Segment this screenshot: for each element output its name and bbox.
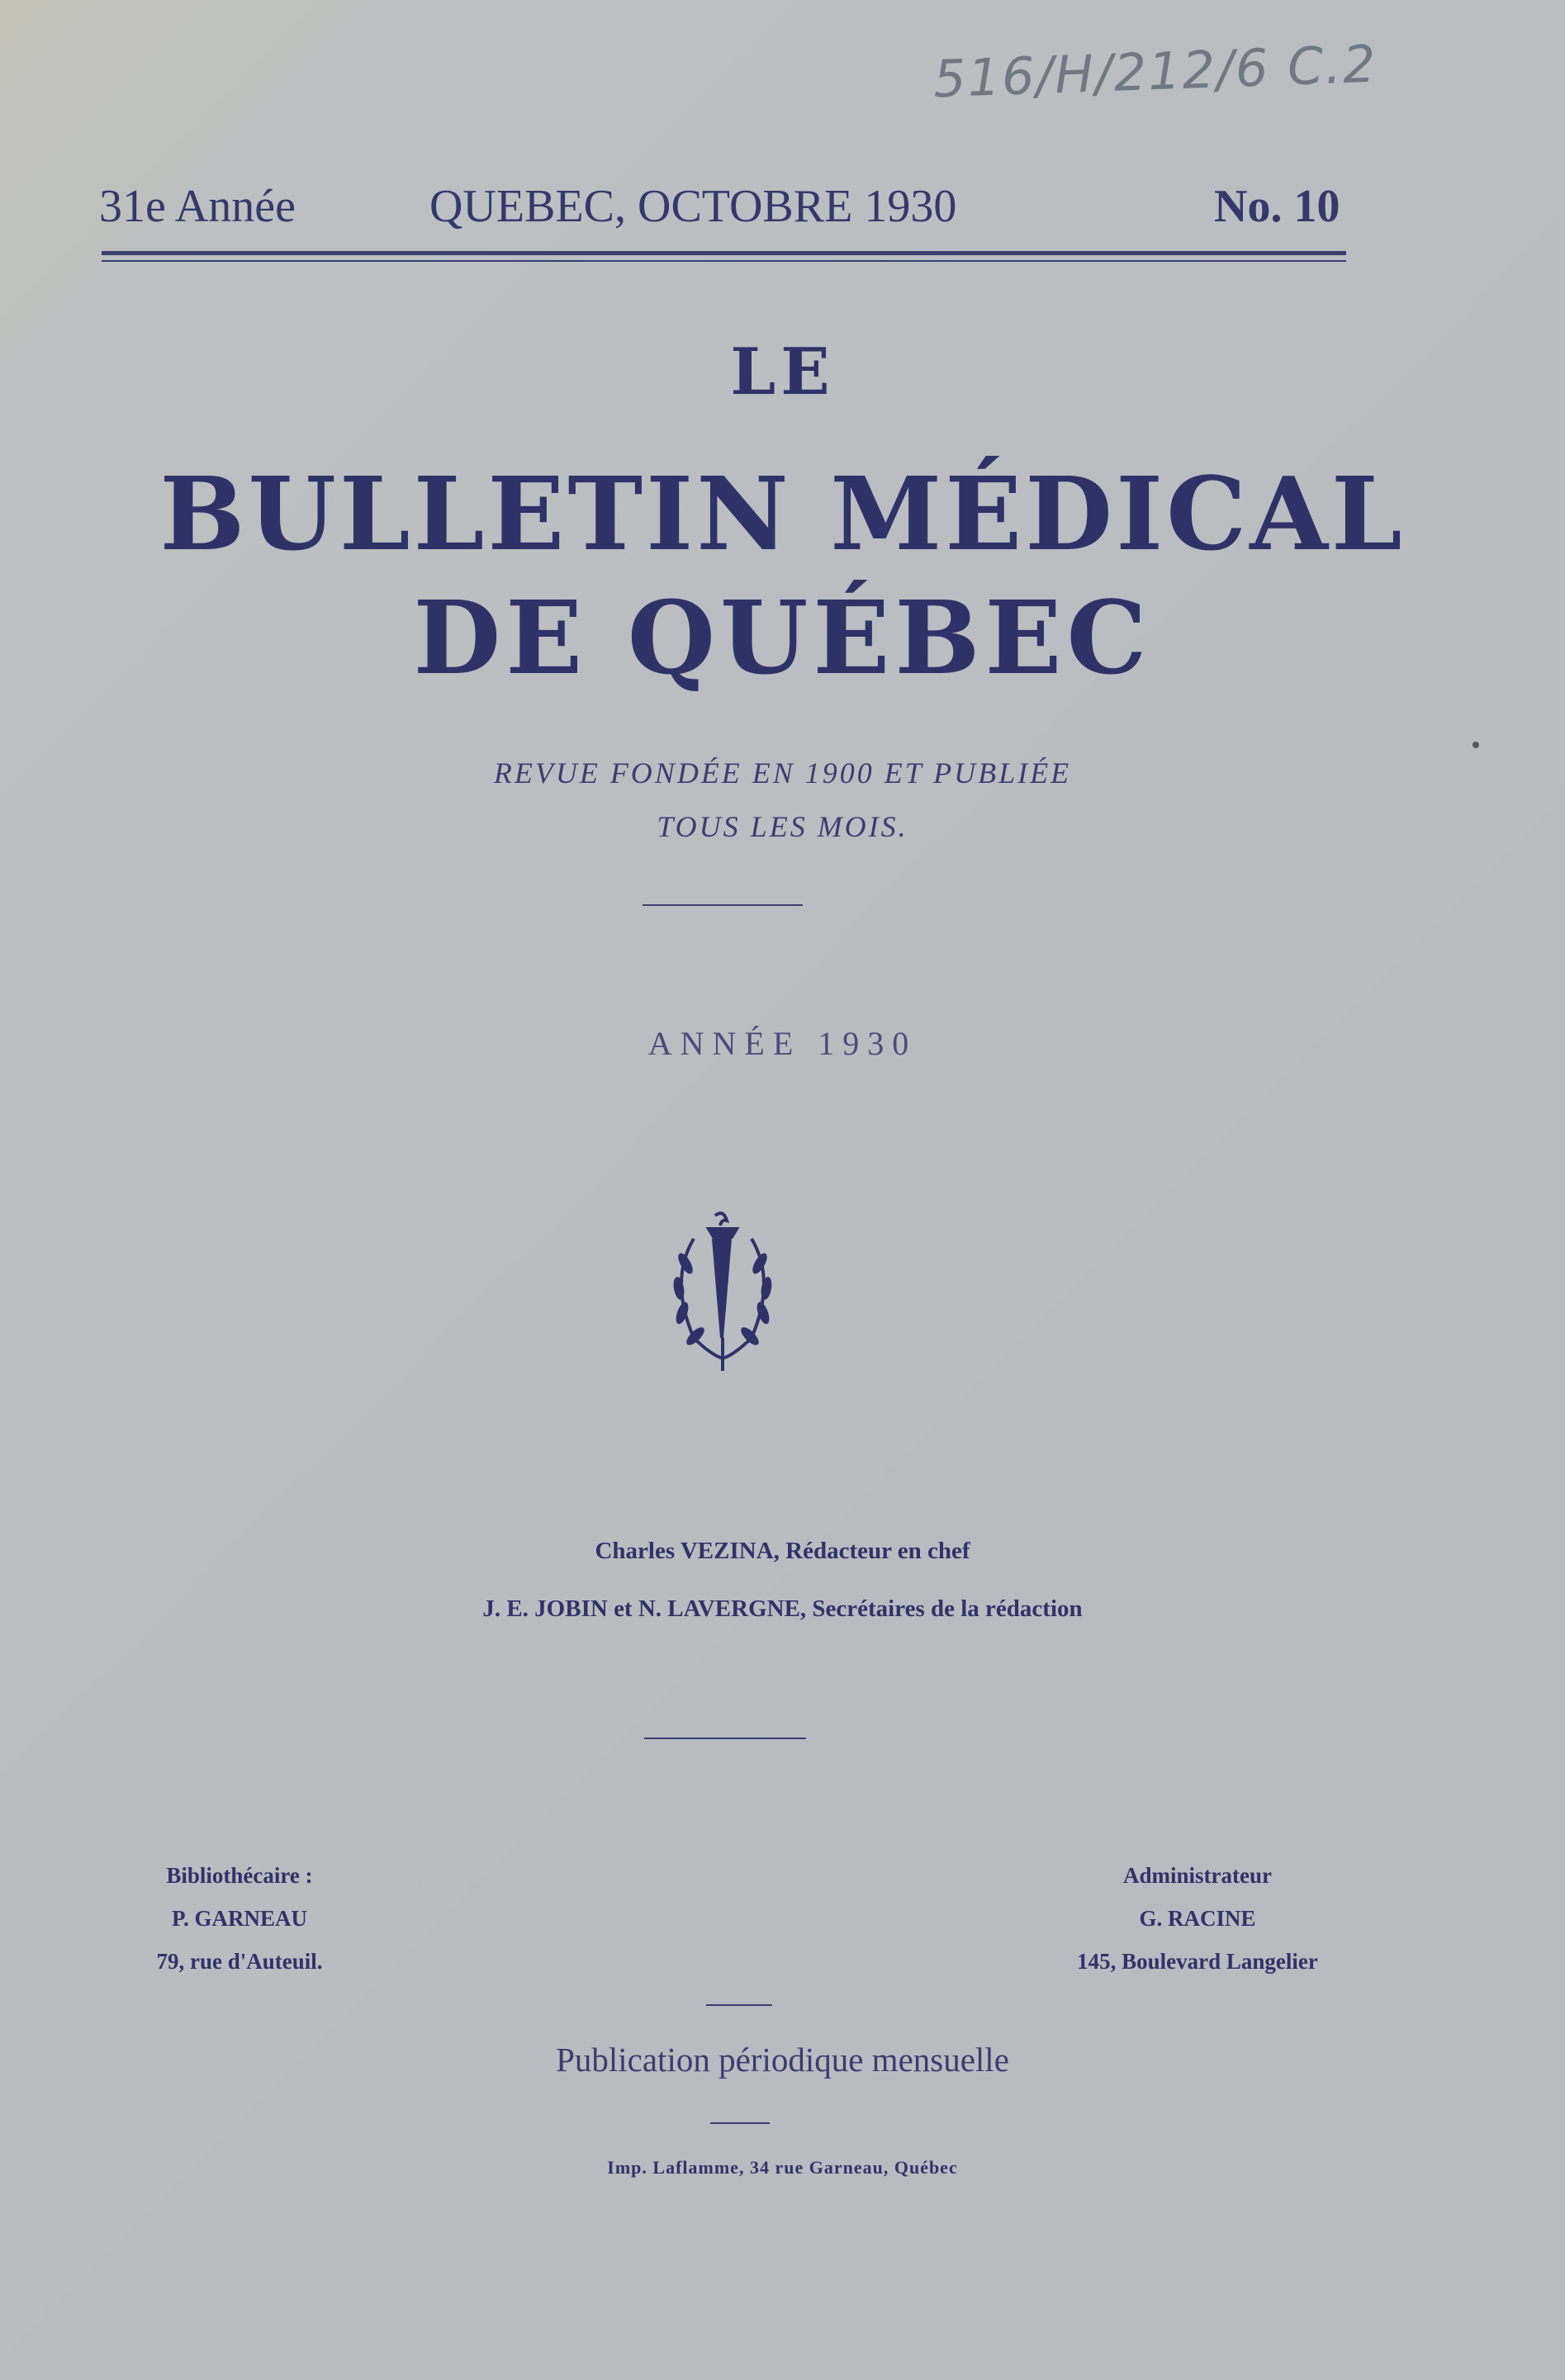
administrator-role: Administrateur xyxy=(1123,1863,1272,1888)
librarian-block xyxy=(99,1854,380,1983)
administrator-name: G. RACINE xyxy=(1139,1906,1256,1931)
divider xyxy=(706,2004,772,2006)
title-line-1: LE xyxy=(730,334,835,410)
subtitle-line-2: TOUS LES MOIS. xyxy=(657,810,908,843)
place-date: QUEBEC, OCTOBRE 1930 xyxy=(429,181,957,232)
publication-type: Publication périodique mensuelle xyxy=(556,2041,1009,2079)
librarian-address: 79, rue d'Auteuil. xyxy=(156,1949,323,1974)
librarian-name: P. GARNEAU xyxy=(171,1906,308,1931)
header-rule-thick xyxy=(102,251,1346,255)
torch-laurel-wreath-icon xyxy=(661,1206,785,1379)
header-rule-thin xyxy=(102,260,1346,262)
year-line: ANNÉE 1930 xyxy=(647,1025,918,1062)
volume-year: 31e Année xyxy=(99,181,296,232)
printer-imprint: Imp. Laflamme, 34 rue Garneau, Québec xyxy=(607,2157,958,2178)
issue-number: No. 10 xyxy=(1214,181,1340,232)
divider xyxy=(710,2122,770,2124)
paper-speck xyxy=(1473,742,1479,748)
editor-in-chief: Charles VEZINA, Rédacteur en chef xyxy=(595,1538,970,1564)
divider xyxy=(644,1738,806,1739)
handwritten-call-number: 516/H/212/6 C.2 xyxy=(932,33,1378,110)
divider xyxy=(643,904,803,906)
librarian-role: Bibliothécaire : xyxy=(166,1863,313,1888)
editorial-secretaries: J. E. JOBIN et N. LAVERGNE, Secrétaires de la rédaction xyxy=(482,1595,1083,1622)
administrator-block xyxy=(1041,1854,1354,1983)
title-line-2: BULLETIN MÉDICAL xyxy=(159,454,1406,573)
administrator-address: 145, Boulevard Langelier xyxy=(1077,1949,1318,1974)
subtitle-line-1: REVUE FONDÉE EN 1900 ET PUBLIÉE xyxy=(493,756,1072,789)
title-line-3: DE QUÉBEC xyxy=(413,578,1152,697)
